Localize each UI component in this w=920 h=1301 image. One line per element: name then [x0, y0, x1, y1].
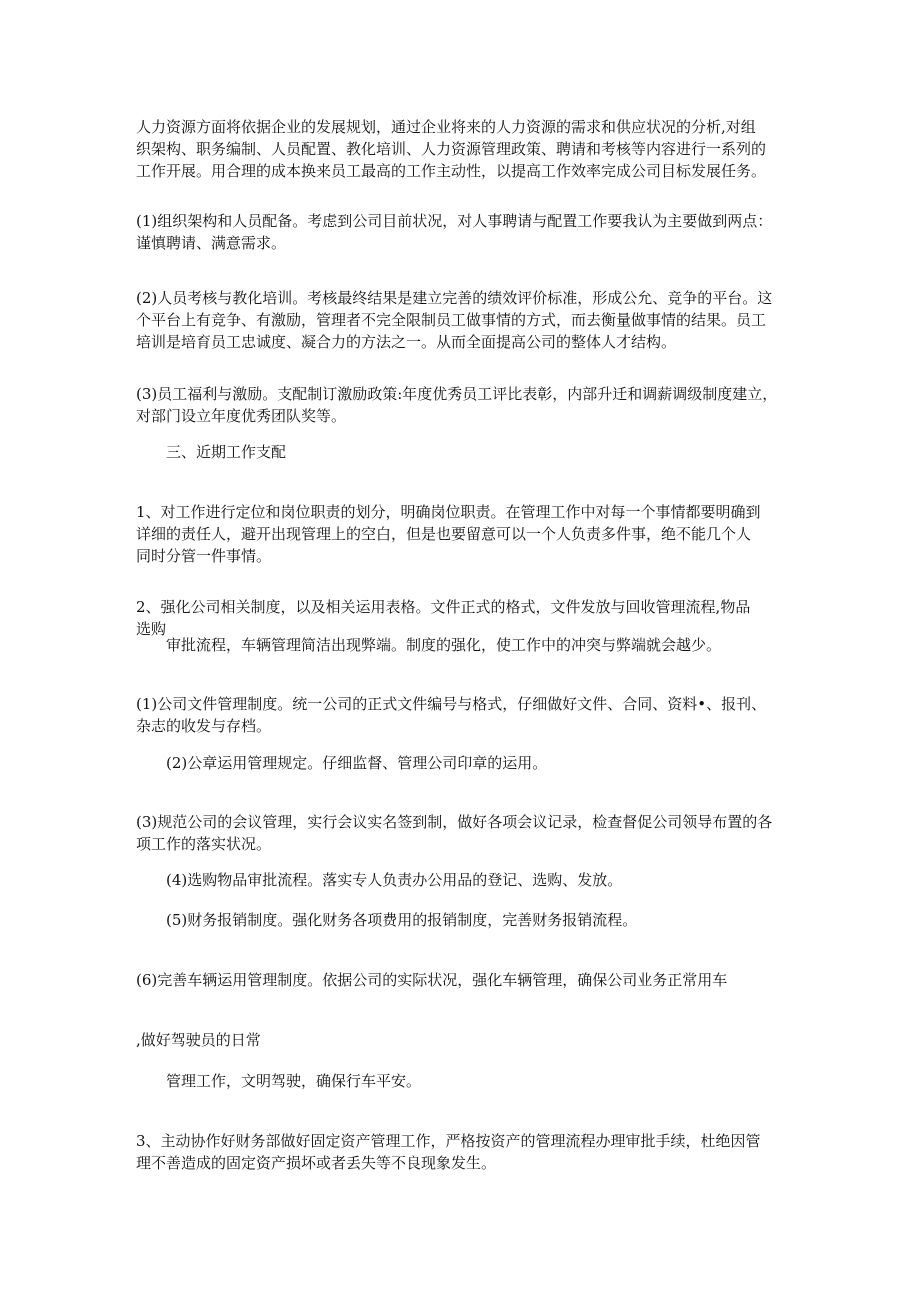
- text-line: 工作开展。用合理的成本换来员工最高的工作主动性，以提高工作效率完成公司目标发展任务。: [136, 162, 767, 180]
- paragraph-procurement: [166, 869, 826, 891]
- text-line: 2、强化公司相关制度，以及相关运用表格。文件正式的格式，文件发放与回收管理流程,物品: [136, 598, 751, 616]
- text-line: 理不善造成的固定资产损坏或者丢失等不良现象发生。: [136, 1154, 497, 1172]
- text-line: 详细的责任人，避开出现管理上的空白，但是也要留意可以一个人负责多件事，绝不能几个人: [136, 525, 752, 543]
- paragraph-safe-driving: [166, 1070, 826, 1092]
- text-line: 三、近期工作支配: [166, 443, 287, 461]
- text-line: 1、对工作进行定位和岗位职责的划分，明确岗位职责。在管理工作中对每一个事情都要明确到: [136, 503, 761, 521]
- paragraph-hr-planning: [136, 116, 796, 182]
- text-line: 人力资源方面将依据企业的发展规划，通过企业将来的人力资源的需求和供应状况的分析,对组: [136, 118, 756, 136]
- paragraph-assessment-training: [136, 287, 796, 353]
- paragraph-org-structure: [136, 210, 796, 254]
- text-line: (2)人员考核与教化培训。考核最终结果是建立完善的绩效评价标准，形成公允、竞争的平台。这: [136, 289, 773, 307]
- text-line: 织架构、职务编制、人员配置、教化培训、人力资源管理政策、聘请和考核等内容进行一系列的: [136, 140, 767, 158]
- text-line: (1)组织架构和人员配备。考虑到公司目前状况，对人事聘请与配置工作要我认为主要做到两点：: [136, 212, 773, 230]
- text-line: (1)公司文件管理制度。统一公司的正式文件编号与格式，仔细做好文件、合同、资料•、报刊、: [136, 695, 767, 713]
- text-line: (2)公章运用管理规定。仔细监督、管理公司印章的运用。: [166, 754, 548, 772]
- text-line: 管理工作，文明驾驶，确保行车平安。: [166, 1072, 422, 1090]
- text-line: 谨慎聘请、满意需求。: [136, 234, 287, 252]
- text-line: 3、主动协作好财务部做好固定资产管理工作，严格按资产的管理流程办理审批手续，杜绝因管: [136, 1132, 761, 1150]
- text-line: 项工作的落实状况。: [136, 835, 272, 853]
- text-line: 选购: [136, 620, 167, 638]
- text-line: (4)选购物品审批流程。落实专人负责办公用品的登记、选购、发放。: [166, 871, 623, 889]
- text-line: (6)完善车辆运用管理制度。依据公司的实际状况，强化车辆管理，确保公司业务正常用车: [136, 971, 728, 989]
- text-line: ,做好驾驶员的日常: [136, 1031, 261, 1049]
- paragraph-welfare-incentive: [136, 383, 796, 427]
- text-line: 审批流程，车辆管理简洁出现弊端。制度的强化，使工作中的冲突与弊端就会越少。: [166, 636, 722, 654]
- text-line: 杂志的收发与存档。: [136, 717, 272, 735]
- text-line: 个平台上有竞争、有激励，管理者不完全限制员工做事情的方式，而去衡量做事情的结果。员工: [136, 311, 767, 329]
- text-line: 同时分管一件事情。: [136, 547, 272, 565]
- text-line: (5)财务报销制度。强化财务各项费用的报销制度，完善财务报销流程。: [166, 911, 638, 929]
- text-line: (3)员工福利与激励。支配制订激励政策:年度优秀员工评比表彰，内部升迁和调薪调级制度建立，: [136, 385, 778, 403]
- paragraph-item-3: [136, 1130, 796, 1174]
- paragraph-meeting-management: [136, 811, 796, 855]
- paragraph-reimbursement: [166, 909, 826, 931]
- paragraph-vehicle-management: [136, 969, 796, 991]
- paragraph-driver-daily: [136, 1029, 796, 1051]
- text-line: 对部门设立年度优秀团队奖等。: [136, 407, 347, 425]
- paragraph-seal-management: [166, 752, 826, 774]
- paragraph-file-management: [136, 693, 796, 737]
- text-line: 培训是培育员工忠诚度、凝合力的方法之一。从而全面提高公司的整体人才结构。: [136, 333, 677, 351]
- paragraph-item-1: [136, 501, 796, 567]
- paragraph-item-2-continued: [166, 634, 826, 656]
- text-line: (3)规范公司的会议管理，实行会议实名签到制，做好各项会议记录，检查督促公司领导布置的各: [136, 813, 773, 831]
- section-heading: [166, 441, 826, 463]
